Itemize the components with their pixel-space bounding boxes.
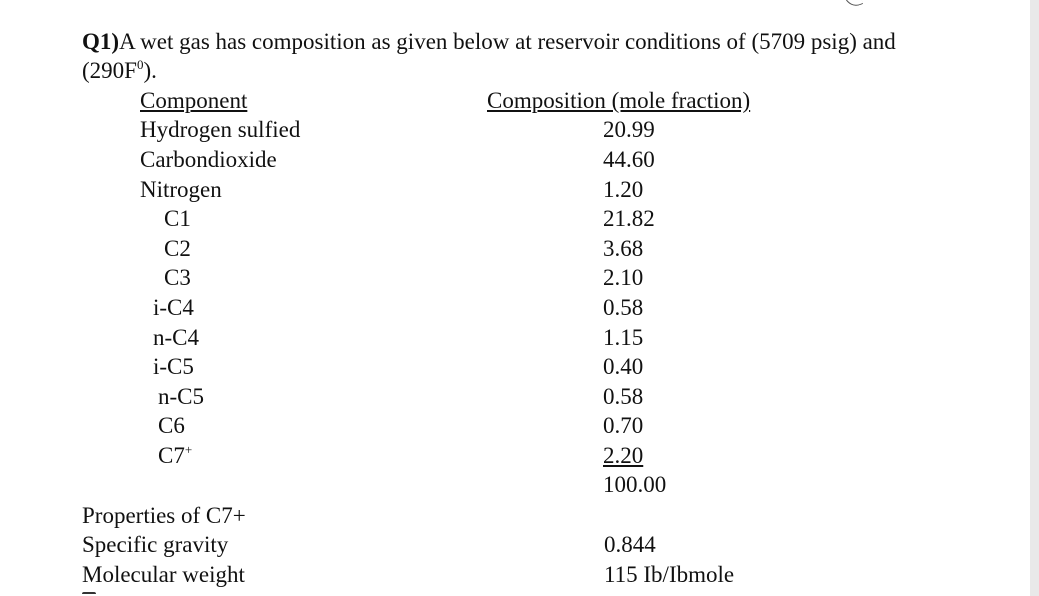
mole-fraction: 1.20 bbox=[603, 177, 644, 202]
mole-fraction: 0.70 bbox=[603, 413, 644, 438]
page-edge-shadow bbox=[1030, 0, 1039, 596]
component-column-header: Component bbox=[140, 88, 248, 113]
total-value: 100.00 bbox=[603, 472, 667, 497]
component-name: i-C5 bbox=[153, 354, 194, 379]
question-line-2 bbox=[82, 57, 157, 85]
molecular-weight-value: 115 Ib/Ibmole bbox=[604, 562, 735, 587]
properties-heading: Properties of C7+ bbox=[82, 503, 246, 528]
mole-fraction: 3.68 bbox=[603, 236, 644, 261]
plus-superscript: + bbox=[184, 442, 193, 457]
temperature-close: ). bbox=[143, 58, 157, 83]
component-name: n-C4 bbox=[153, 325, 199, 350]
component-name: C6 bbox=[158, 413, 185, 438]
component-name: C1 bbox=[164, 206, 191, 231]
molecular-weight-label: Molecular weight bbox=[82, 562, 245, 587]
mole-fraction: 2.20 bbox=[603, 443, 644, 468]
cropped-mark bbox=[844, 0, 863, 9]
mole-fraction: 2.10 bbox=[603, 265, 644, 290]
mole-fraction: 0.58 bbox=[603, 384, 644, 409]
mole-fraction: 44.60 bbox=[603, 147, 655, 172]
component-name-text: C7 bbox=[158, 443, 185, 468]
question-line-1 bbox=[82, 28, 896, 56]
component-name: Nitrogen bbox=[140, 177, 222, 202]
mole-fraction: 20.99 bbox=[603, 117, 655, 142]
component-name bbox=[158, 441, 192, 471]
mole-fraction: 0.40 bbox=[603, 354, 644, 379]
specific-gravity-value: 0.844 bbox=[604, 532, 656, 557]
component-name: C2 bbox=[164, 236, 191, 261]
component-name: Hydrogen sulfied bbox=[140, 117, 301, 142]
question-text: A wet gas has composition as given below at reservoir conditions of (5709 psig) and bbox=[119, 29, 896, 54]
question-number: Q1) bbox=[82, 29, 120, 54]
component-name: C3 bbox=[164, 265, 191, 290]
specific-gravity-label: Specific gravity bbox=[82, 532, 229, 557]
cropped-next-line bbox=[82, 588, 142, 596]
mole-fraction: 0.58 bbox=[603, 295, 644, 320]
component-name: n-C5 bbox=[158, 384, 204, 409]
mole-fraction: 1.15 bbox=[603, 325, 644, 350]
temperature-text: (290F bbox=[82, 58, 137, 83]
degree-superscript: 0 bbox=[136, 57, 144, 72]
component-name: i-C4 bbox=[153, 295, 194, 320]
component-name: Carbondioxide bbox=[140, 147, 277, 172]
fraction-column-header: Composition (mole fraction) bbox=[487, 88, 751, 113]
mole-fraction: 21.82 bbox=[603, 206, 655, 231]
